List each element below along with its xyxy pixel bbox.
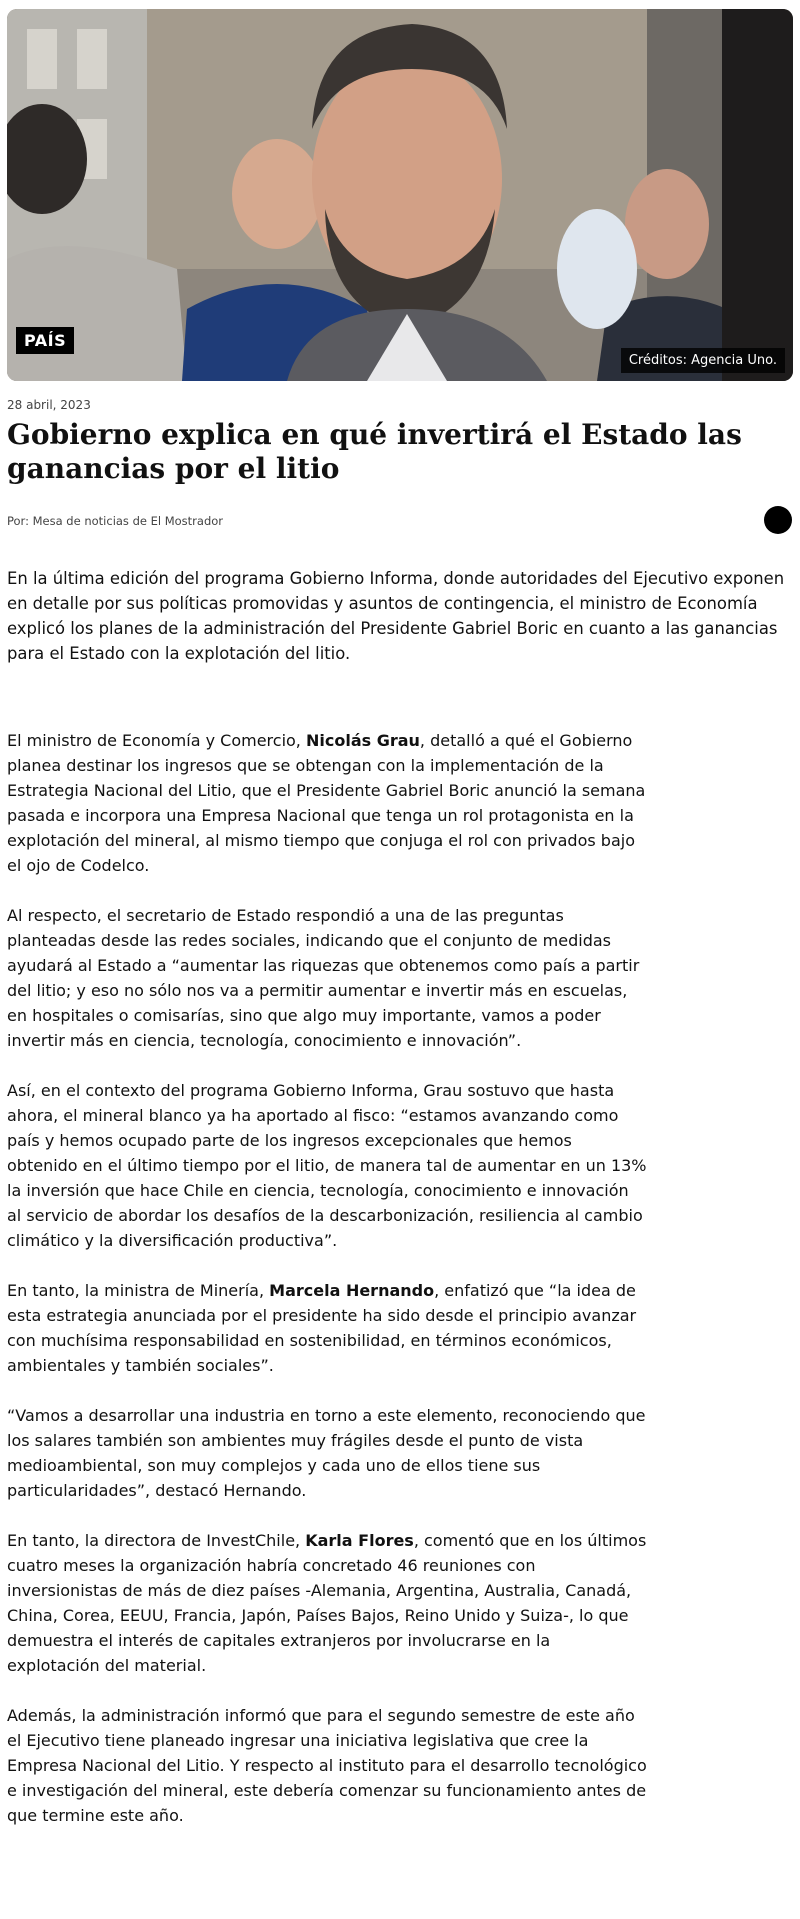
person-name: Marcela Hernando bbox=[269, 1281, 435, 1300]
paragraph-1: El ministro de Economía y Comercio, Nicolás Grau, detalló a qué el Gobierno planea destinar los ingresos que se obtengan con la implementación de la Estrategia Nacional del Litio, que el Presidente Gabriel Boric anunció la semana pasada e incorpora una Empresa Nacional que tenga un rol protagonista en la explotación del mineral, al mismo tiempo que conjuga el rol con privados bajo el ojo de Codelco. bbox=[7, 731, 646, 875]
author-avatar[interactable] bbox=[764, 506, 792, 534]
hero-photo bbox=[7, 9, 793, 381]
person-name: Karla Flores bbox=[305, 1531, 414, 1550]
paragraph-4: En tanto, la ministra de Minería, Marcela Hernando, enfatizó que “la idea de esta estrategia anunciada por el presidente ha sido desde el principio avanzar con muchísima responsabilidad en sostenibilidad, en términos económicos, ambientales y también sociales”. bbox=[7, 1281, 637, 1375]
paragraph-2: Al respecto, el secretario de Estado respondió a una de las preguntas planteadas desde las redes sociales, indicando que el conjunto de medidas ayudará al Estado a “aumentar las riquezas que obtenemos como país a partir del litio; y eso no sólo nos va a permitir aumentar e invertir más en escuelas, en hospitales o comisarías, sino que algo muy importante, vamos a poder invertir más en ciencia, tecnología, conocimiento e innovación”. bbox=[7, 906, 640, 1050]
paragraph-6: En tanto, la directora de InvestChile, Karla Flores, comentó que en los últimos cuatro meses la organización habría concretado 46 reuniones con inversionistas de más de diez países -Alemania, Argentina, Australia, Canadá, China, Corea, EEUU, Francia, Japón, Países Bajos, Reino Unido y Suiza-, lo que demuestra el interés de capitales extranjeros por involucrarse en la explotación del material. bbox=[7, 1531, 647, 1675]
hero-image bbox=[7, 9, 793, 381]
article-body bbox=[7, 728, 647, 1853]
article-date: 28 abril, 2023 bbox=[7, 398, 91, 412]
person-name: Nicolás Grau bbox=[305, 731, 420, 750]
paragraph-3: Así, en el contexto del programa Gobierno Informa, Grau sostuvo que hasta ahora, el mineral blanco ya ha aportado al fisco: “estamos avanzando como país y hemos ocupado parte de los ingresos excepcionales que hemos obtenido en el último tiempo por el litio, de manera tal de aumentar en un 13% la inversión que hace Chile en ciencia, tecnología, conocimiento e innovación al servicio de abordar los desafíos de la descarbonización, resiliencia al cambio climático y la diversificación productiva”. bbox=[7, 1081, 647, 1250]
article-title: Gobierno explica en qué invertirá el Estado las ganancias por el litio bbox=[7, 418, 742, 485]
section-tag[interactable]: PAÍS bbox=[16, 327, 74, 354]
article-byline: Por: Mesa de noticias de El Mostrador bbox=[7, 514, 224, 528]
paragraph-5: “Vamos a desarrollar una industria en torno a este elemento, reconociendo que los salares también son ambientes muy frágiles desde el punto de vista medioambiental, son muy complejos y cada uno de ellos tiene sus particularidades”, destacó Hernando. bbox=[7, 1406, 646, 1500]
photo-credits: Créditos: Agencia Uno. bbox=[621, 348, 785, 373]
article-lead: En la última edición del programa Gobierno Informa, donde autoridades del Ejecutivo exponen en detalle por sus políticas promovidas y asuntos de contingencia, el ministro de Economía explicó los planes de la administración del Presidente Gabriel Boric en cuanto a las ganancias para el Estado con la explotación del litio. bbox=[7, 569, 785, 663]
paragraph-7: Además, la administración informó que para el segundo semestre de este año el Ejecutivo tiene planeado ingresar una iniciativa legislativa que cree la Empresa Nacional del Litio. Y respecto al instituto para el desarrollo tecnológico e investigación del mineral, este debería comenzar su funcionamiento antes de que termine este año. bbox=[7, 1706, 647, 1825]
